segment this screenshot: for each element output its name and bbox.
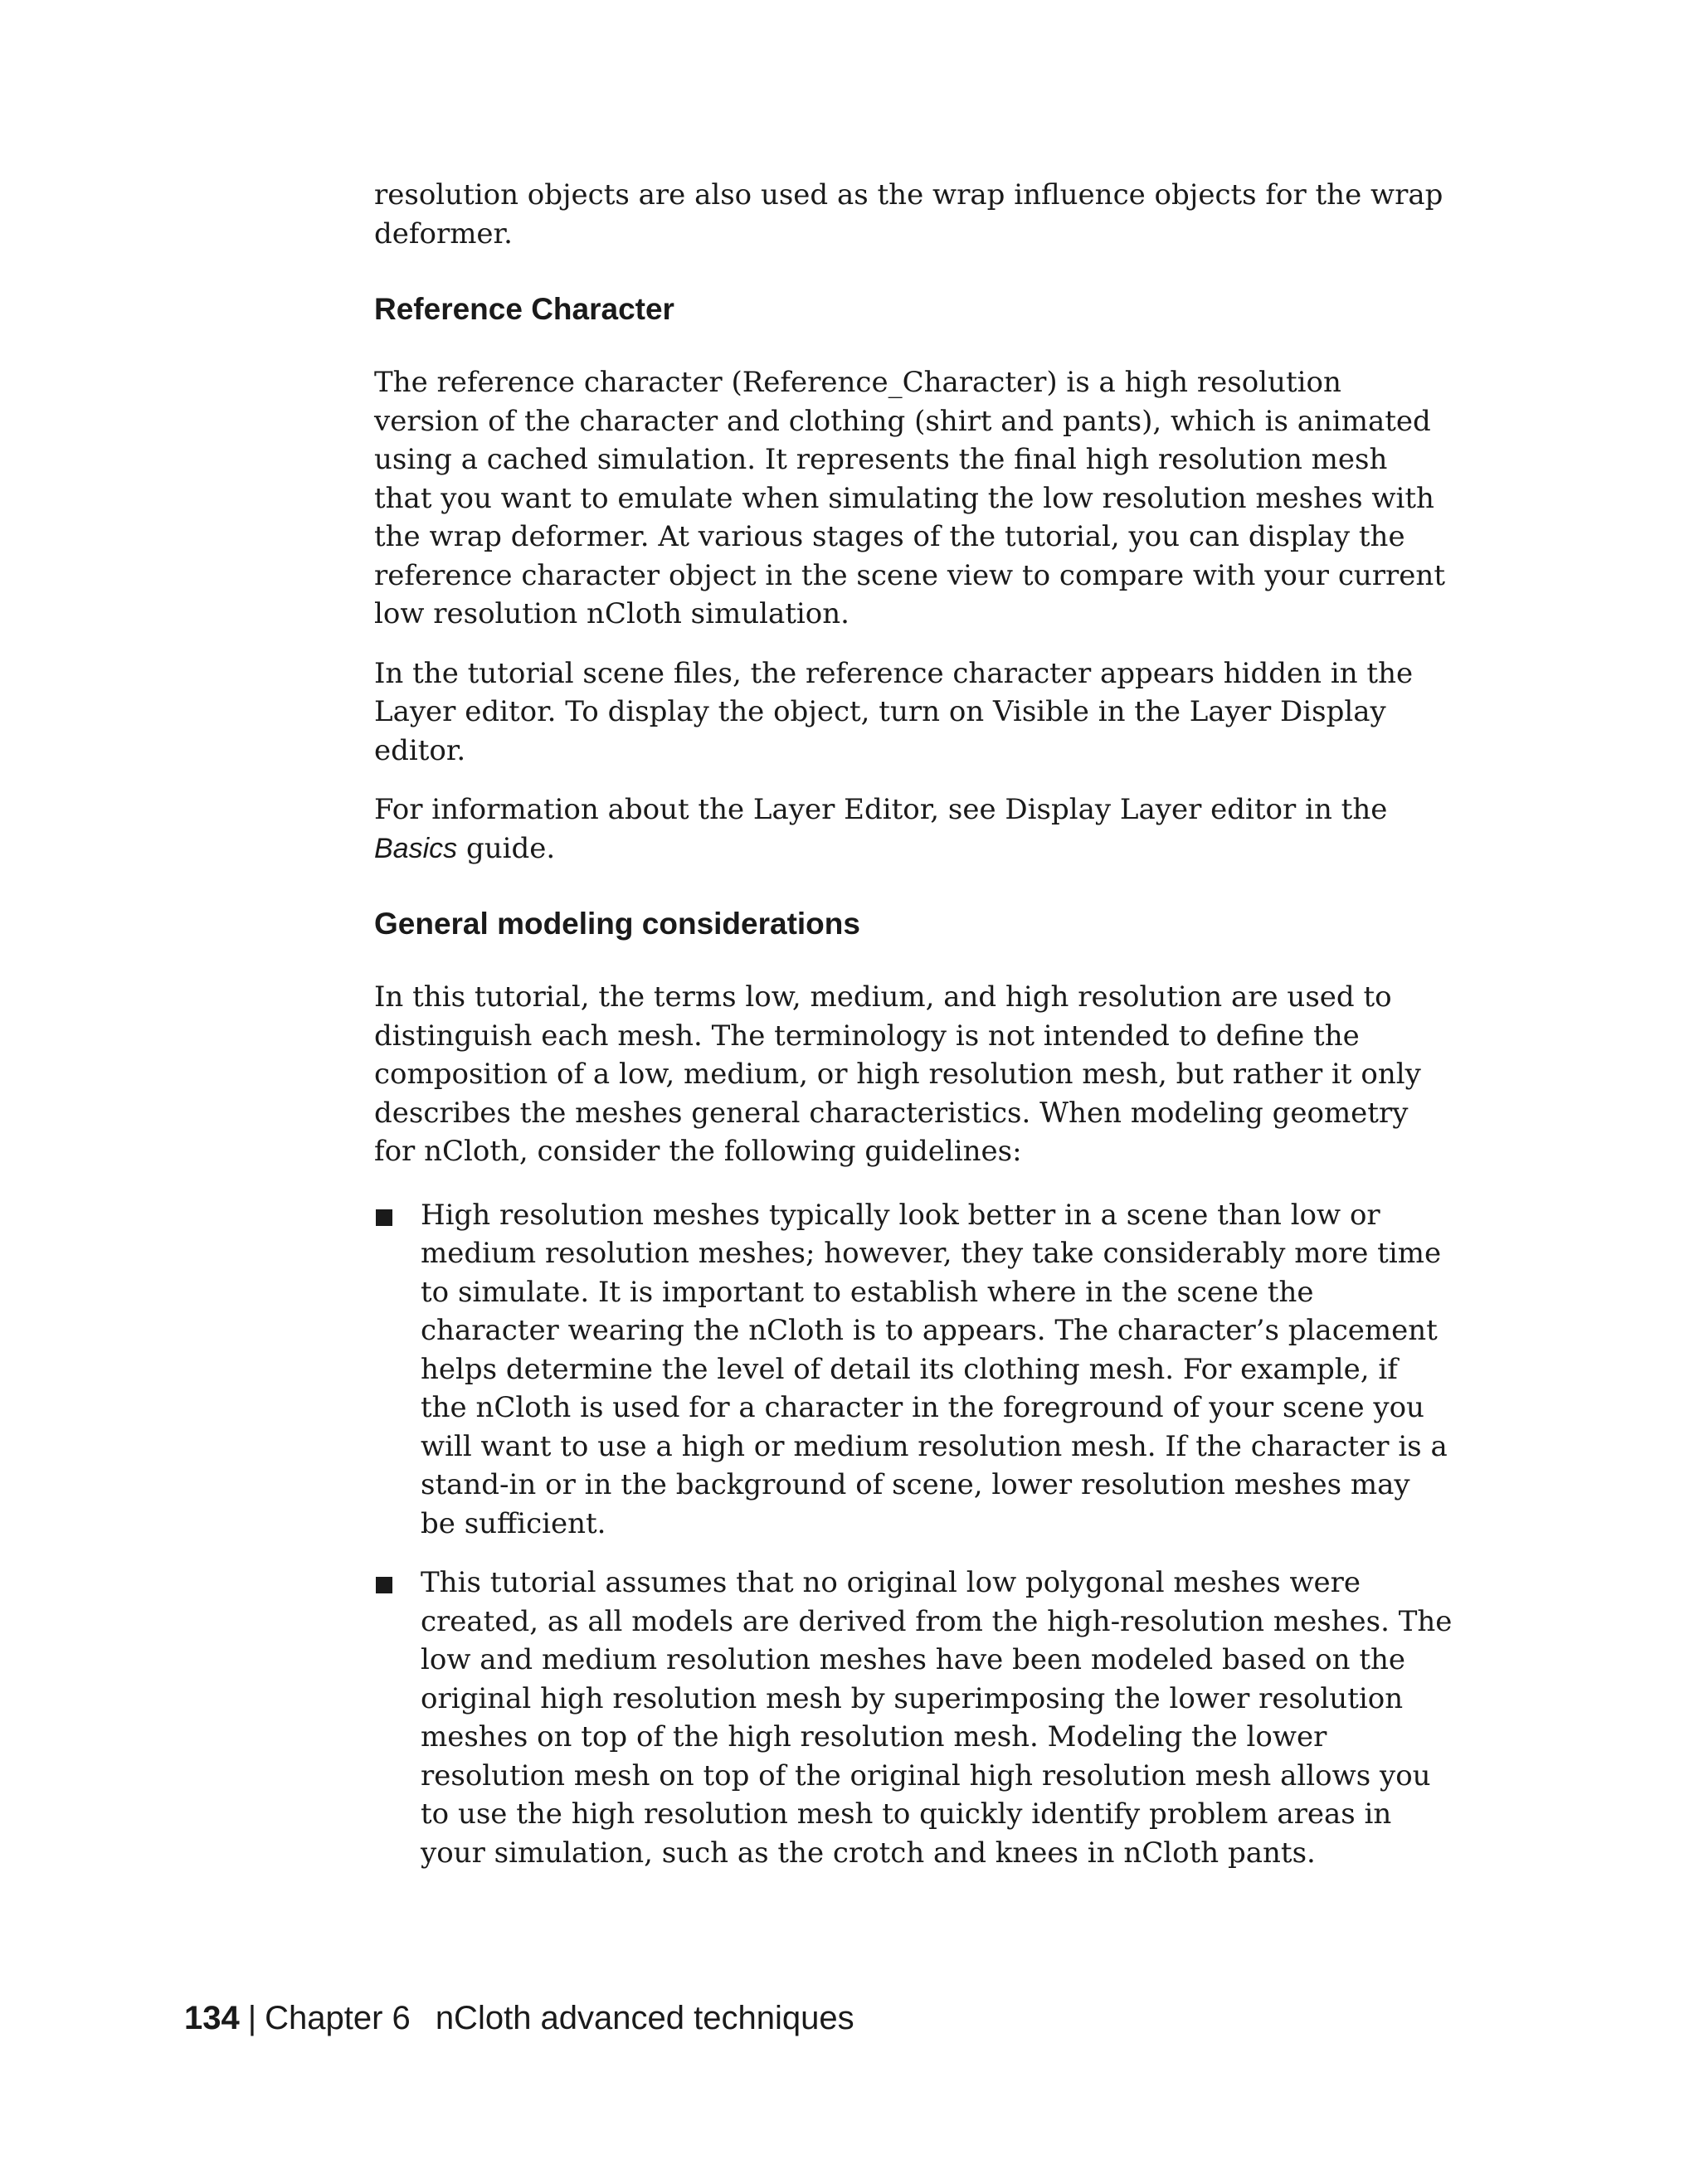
reference-paragraph-3-text: For information about the Layer Editor, see Display Layer editor in the xyxy=(374,793,1388,826)
page-number: 134 xyxy=(184,2000,240,2036)
reference-paragraph-1: The reference character (Reference_Character) is a high resolution version of the character and clothing (shirt and pants), which is animated using a cached simulation. It represents the final high resolution mesh that you want to emulate when simulating the low resolution meshes with the wrap deformer. At various stages of the tutorial, you can display the reference character object in the scene view to compare with your current low resolution nCloth simulation. xyxy=(374,366,1445,630)
footer-separator: | xyxy=(247,2000,257,2036)
chapter-label: Chapter 6 xyxy=(265,2000,411,2036)
chapter-title: nCloth advanced techniques xyxy=(435,2000,854,2036)
modeling-paragraph-1: In this tutorial, the terms low, medium, and high resolution are used to distinguish each mesh. The terminology is not intended to define the composition of a low, medium, or high resolution mesh, but rather it only describes the meshes general characteristics. When modeling geometry for nCloth, consider the following guidelines: xyxy=(374,980,1421,1168)
list-item-text: This tutorial assumes that no original low polygonal meshes were created, as all models are derived from the high-resolution meshes. The low and medium resolution meshes have been modeled based on the original high resolution mesh by superimposing the lower resolution meshes on top of the high resolution mesh. Modeling the lower resolution mesh on top of the original high resolution mesh allows you to use the high resolution mesh to quickly identify problem areas in your simulation, such as the crotch and knees in nCloth pants. xyxy=(421,1566,1453,1870)
list-item-text: High resolution meshes typically look better in a scene than low or medium resolution meshes; however, they take considerably more time to simulate. It is important to establish where in the scene the character wearing the nCloth is to appears. The character’s placement helps determine the level of detail its clothing mesh. For example, if the nCloth is used for a character in the foreground of your scene you will want to use a high or medium resolution mesh. If the character is a stand-in or in the background of scene, lower resolution meshes may be sufficient. xyxy=(421,1198,1448,1540)
guidelines-list xyxy=(374,1196,1453,1873)
list-item xyxy=(374,1564,1453,1872)
square-bullet-icon xyxy=(376,1209,392,1226)
reference-paragraph-2: In the tutorial scene files, the reference character appears hidden in the Layer editor. To display the object, turn on Visible in the Layer Display editor. xyxy=(374,656,1414,767)
reference-paragraph-3-end: guide. xyxy=(457,831,556,865)
reference-paragraph-3 xyxy=(374,790,1453,868)
square-bullet-icon xyxy=(376,1577,392,1593)
list-item xyxy=(374,1196,1453,1544)
heading-reference-character: Reference Character xyxy=(374,292,674,326)
page-content xyxy=(374,176,1453,1872)
intro-paragraph: resolution objects are also used as the wrap influence objects for the wrap deformer. xyxy=(374,178,1443,251)
page-footer xyxy=(184,1997,854,2039)
basics-guide-title: Basics xyxy=(374,832,458,864)
heading-general-modeling: General modeling considerations xyxy=(374,907,860,941)
